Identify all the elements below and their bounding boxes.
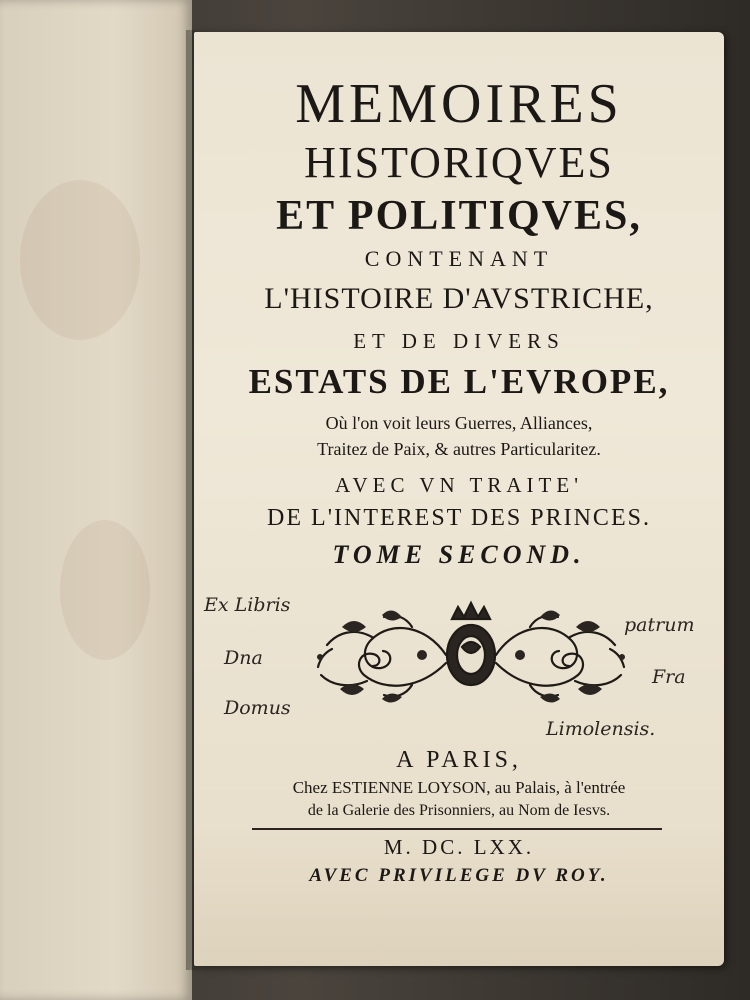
imprint-publisher-1: Chez ESTIENNE LOYSON, au Palais, à l'entrée [292, 778, 626, 797]
handwritten-fra: Fra [652, 666, 686, 688]
handwritten-dna: Dna [224, 647, 263, 669]
subtitle-interest: DE L'INTEREST DES PRINCES. [267, 505, 651, 531]
paper-stain [20, 180, 140, 340]
royal-privilege: AVEC PRIVILEGE DV ROY. [309, 865, 609, 886]
subtitle-histoire: L'HISTOIRE D'AVSTRICHE, [264, 282, 654, 315]
handwritten-domus: Domus [224, 697, 291, 719]
left-endpaper [0, 0, 192, 1000]
handwritten-lemovicensis: Limolensis. [546, 718, 656, 740]
imprint-rule [252, 828, 662, 830]
handwritten-patrum: patrum [624, 614, 695, 636]
paper-stain [60, 520, 150, 660]
description-line-1: Où l'on voit leurs Guerres, Alliances, [325, 413, 593, 433]
subtitle-estats: ESTATS DE L'EVROPE, [248, 362, 670, 401]
title-page [194, 32, 724, 966]
title-line-3: ET POLITIQVES, [276, 193, 642, 239]
volume-label: TOME SECOND. [332, 540, 586, 569]
imprint-date: M. DC. LXX. [383, 835, 535, 859]
title-line-1: MEMOIRES [295, 73, 623, 135]
description-line-2: Traitez de Paix, & autres Particularitez. [317, 439, 601, 459]
subtitle-contenant: CONTENANT [364, 246, 554, 271]
imprint-publisher-2: de la Galerie des Prisonniers, au Nom de Iesvs. [307, 802, 611, 819]
handwritten-ex-libris: Ex Libris [204, 594, 291, 616]
title-line-2: HISTORIQVES [304, 138, 614, 187]
subtitle-divers: ET DE DIVERS [353, 329, 565, 353]
imprint-place: A PARIS, [396, 747, 522, 773]
subtitle-avec: AVEC VN TRAITE' [335, 473, 583, 497]
foliage-ornament-icon [312, 597, 630, 707]
